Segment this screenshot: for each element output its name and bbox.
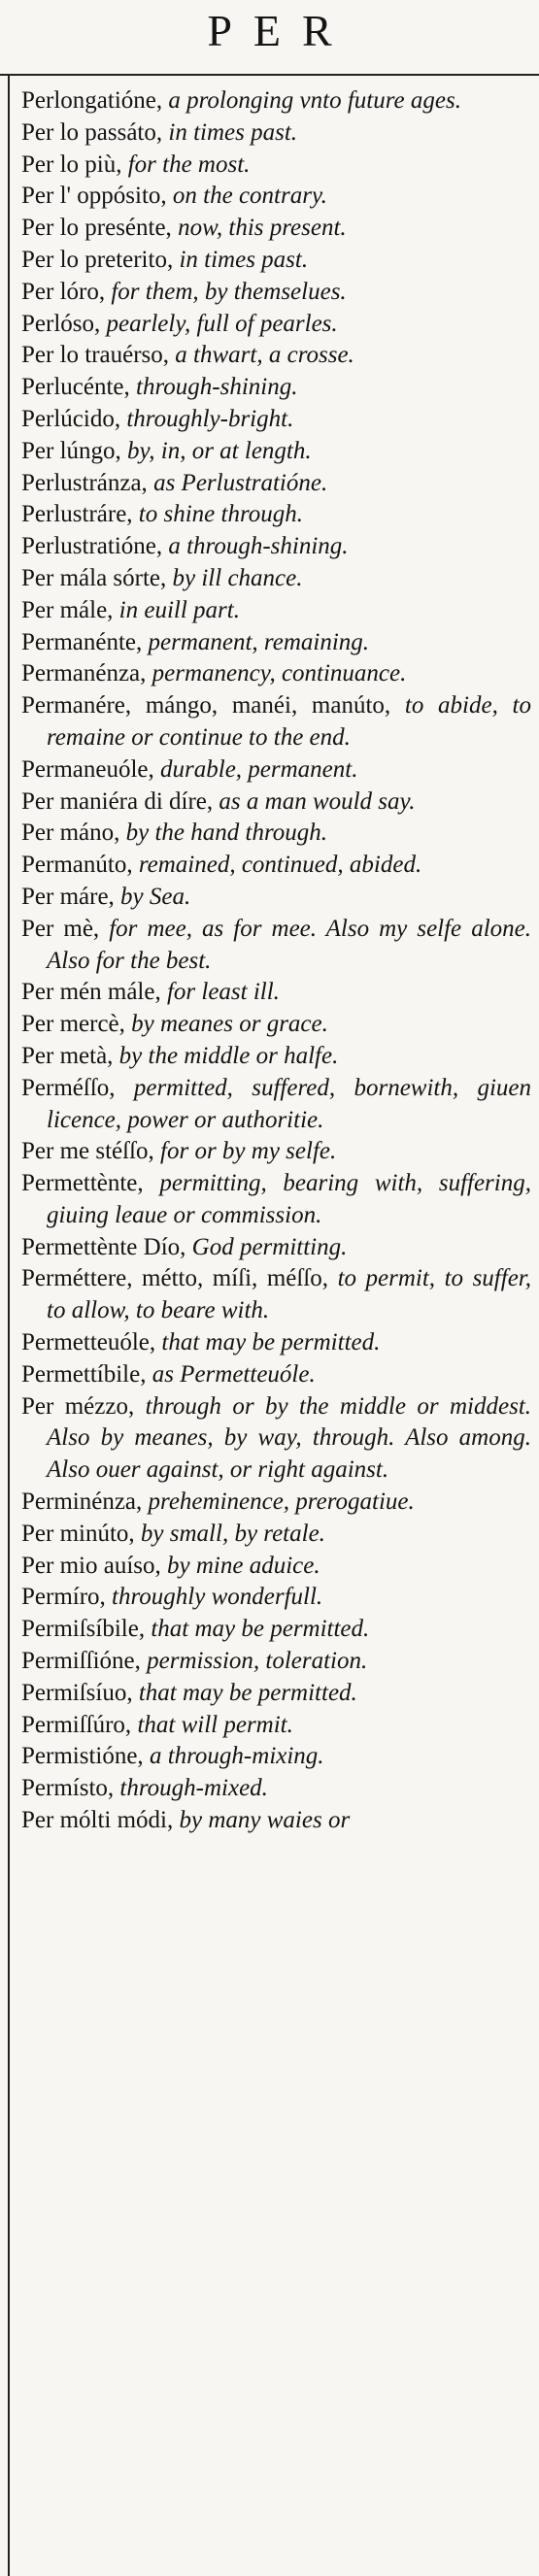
dictionary-entry [21,818,531,850]
entry-definition: remained, continued, abided. [138,852,422,879]
entry-headword: Per maniéra di díre, [21,787,214,815]
entry-definition: that will permit. [137,1711,293,1738]
entry-definition: throughly-bright. [126,405,294,432]
entry-headword: Per lo più, [21,151,122,178]
entry-definition: a through-mixing. [149,1743,324,1770]
entry-headword: Per lo preterito, [21,246,174,273]
entry-headword: Permanére, mángo, manéi, manúto, [21,692,391,719]
dictionary-entry [21,1614,531,1646]
entry-headword: Per mála sórte, [21,564,167,591]
entry-definition: as Permetteuóle. [152,1360,316,1388]
dictionary-entry [21,213,531,245]
entry-definition: by the hand through. [125,820,328,847]
entry-headword: Per mio auíso, [21,1552,161,1579]
entry-definition: permanency, continuance. [152,660,407,687]
dictionary-entry [21,1805,531,1837]
entry-definition: for mee, as for mee. Also my selfe alone. Also for the best. [47,915,531,974]
entry-definition: by mine aduice. [167,1552,320,1579]
entry-headword: Perlustratióne, [21,533,163,560]
entry-headword: Permiſsíuo, [21,1679,133,1706]
dictionary-entry [21,1041,531,1073]
entry-headword: Per lo passáto, [21,118,163,146]
dictionary-entry [21,658,531,690]
dictionary-entry [21,468,531,500]
entry-headword: Per l' oppósito, [21,183,167,210]
entry-definition: a thwart, a crosse. [175,342,354,369]
dictionary-entry [21,1391,531,1487]
dictionary-entry [21,850,531,882]
dictionary-entry [21,1232,531,1264]
entry-headword: Permettènte Dío, [21,1233,186,1260]
entry-headword: Per lúngo, [21,437,121,464]
entry-headword: Per máre, [21,883,115,910]
entry-headword: Permanénza, [21,660,147,687]
entry-definition: that may be permitted. [151,1616,370,1643]
entry-definition: as Perlustratióne. [153,469,328,496]
entry-definition: for or by my selfe. [160,1138,337,1165]
entry-headword: Permiſſióne, [21,1648,141,1675]
entry-headword: Per mále, [21,596,114,623]
dictionary-entry [21,150,531,182]
entry-headword: Perlúcido, [21,405,121,432]
entry-headword: Per metà, [21,1042,114,1069]
entry-definition: to abide, to remaine or continue to the end. [47,692,531,751]
entry-headword: Perméttere, métto, míſi, méſſo, [21,1265,329,1292]
entry-headword: Per me stéſſo, [21,1138,154,1165]
entry-definition: now, this present. [178,215,347,242]
entry-definition: for least ill. [166,979,280,1006]
dictionary-entry [21,531,531,563]
dictionary-entry [21,786,531,819]
entry-definition: permanent, remaining. [148,628,370,655]
entry-definition: by, in, or at length. [127,437,312,464]
entry-definition: to shine through. [138,501,304,528]
dictionary-entry [21,404,531,436]
entry-definition: that may be permitted. [138,1679,357,1706]
entry-definition: that may be permitted. [161,1329,381,1356]
entry-headword: Permettènte, [21,1170,144,1197]
entry-headword: Per minúto, [21,1520,135,1547]
entry-definition: a prolonging vnto future ages. [168,87,461,114]
dictionary-entry [21,1773,531,1805]
entry-definition: by ill chance. [172,564,303,591]
entry-definition: to permit, to suffer, to allow, to beare with. [47,1265,531,1324]
entry-definition: in euill part. [118,596,240,623]
entry-headword: Permísto, [21,1775,115,1802]
dictionary-entry [21,277,531,309]
entry-headword: Permiſsíbile, [21,1616,146,1643]
entry-definition: through or by the middle or middest. Also by meanes, by way, through. Also among. Also ouer against, or right against. [47,1392,532,1484]
entry-headword: Per mercè, [21,1011,125,1038]
dictionary-entry [21,245,531,277]
entry-headword: Permettíbile, [21,1360,147,1388]
entry-definition: permitted, suffered, bornewith, giuen licence, power or authoritie. [47,1074,531,1133]
entry-definition: durable, permanent. [160,755,358,783]
entry-headword: Perminénza, [21,1489,143,1516]
header-rule [0,74,539,76]
entry-headword: Perméſſo, [21,1074,116,1101]
page-header: PER [207,6,354,55]
entry-definition: in times past. [179,246,309,273]
entry-definition: as a man would say. [219,787,416,815]
entry-definition: God permitting. [191,1233,348,1260]
dictionary-entry [21,1359,531,1391]
entry-definition: through-shining. [136,374,298,401]
dictionary-entry [21,1327,531,1359]
entry-definition: for the most. [127,151,251,178]
entry-definition: by the middle or halfe. [118,1042,339,1069]
entry-headword: Perlustránza, [21,469,148,496]
dictionary-entry [21,436,531,468]
entry-definition: preheminence, prerogatiue. [148,1489,415,1516]
entry-headword: Perlóso, [21,310,101,337]
entry-headword: Permanénte, [21,628,143,655]
entry-headword: Permiſſúro, [21,1711,132,1738]
dictionary-entry [21,117,531,150]
entry-headword: Permetteuóle, [21,1329,156,1356]
entry-headword: Perlucénte, [21,374,130,401]
dictionary-entry [21,1168,531,1232]
dictionary-entry [21,1710,531,1742]
entry-headword: Permanúto, [21,852,133,879]
dictionary-entry [21,914,531,978]
dictionary-entry [21,1741,531,1773]
dictionary-entry [21,340,531,372]
dictionary-entry [21,563,531,595]
dictionary-entry [21,499,531,531]
dictionary-entry [21,85,531,117]
entry-definition: throughly wonderfull. [112,1584,323,1611]
entry-definition: permission, toleration. [147,1648,368,1675]
dictionary-entry [21,595,531,627]
dictionary-entry [21,1263,531,1327]
dictionary-entry [21,754,531,786]
entry-definition: by small, by retale. [140,1520,325,1547]
dictionary-entry [21,690,531,754]
entry-definition: by Sea. [120,883,191,910]
entry-definition: permitting, bearing with, suffering, giuing leaue or commission. [47,1170,531,1228]
entry-headword: Per lo presénte, [21,215,172,242]
dictionary-entry [21,1678,531,1710]
entry-headword: Per mè, [21,915,100,942]
entry-headword: Perlongatióne, [21,87,163,114]
dictionary-entry [21,1519,531,1551]
entry-headword: Per mézzo, [21,1392,135,1420]
entry-headword: Permistióne, [21,1743,144,1770]
dictionary-entry [21,1487,531,1519]
dictionary-entry [21,1551,531,1583]
entry-definition: by meanes or grace. [131,1011,328,1038]
entry-headword: Perlustráre, [21,501,133,528]
entry-definition: pearlely, full of pearles. [106,310,338,337]
dictionary-entry [21,1646,531,1678]
entry-headword: Per lóro, [21,278,106,305]
entry-headword: Permaneuóle, [21,755,154,783]
column-rule [8,74,10,2576]
entry-headword: Per máno, [21,820,120,847]
entry-definition: by many waies or [179,1807,351,1834]
entry-list [21,85,531,1837]
entry-definition: for them, by themselues. [111,278,347,305]
dictionary-entry [21,627,531,659]
dictionary-entry [21,977,531,1009]
dictionary-entry [21,882,531,914]
entry-headword: Permíro, [21,1584,106,1611]
entry-definition: on the contrary. [172,183,327,210]
entry-headword: Per mén mále, [21,979,161,1006]
dictionary-entry [21,1073,531,1137]
entry-definition: through-mixed. [119,1775,268,1802]
dictionary-entry [21,1582,531,1614]
dictionary-entry [21,372,531,404]
dictionary-entry [21,181,531,213]
dictionary-entry [21,1136,531,1168]
entry-definition: in times past. [168,118,298,146]
entry-headword: Per mólti módi, [21,1807,174,1834]
dictionary-entry [21,1009,531,1041]
entry-headword: Per lo trauérso, [21,342,170,369]
dictionary-entry [21,309,531,341]
entry-definition: a through-shining. [168,533,349,560]
